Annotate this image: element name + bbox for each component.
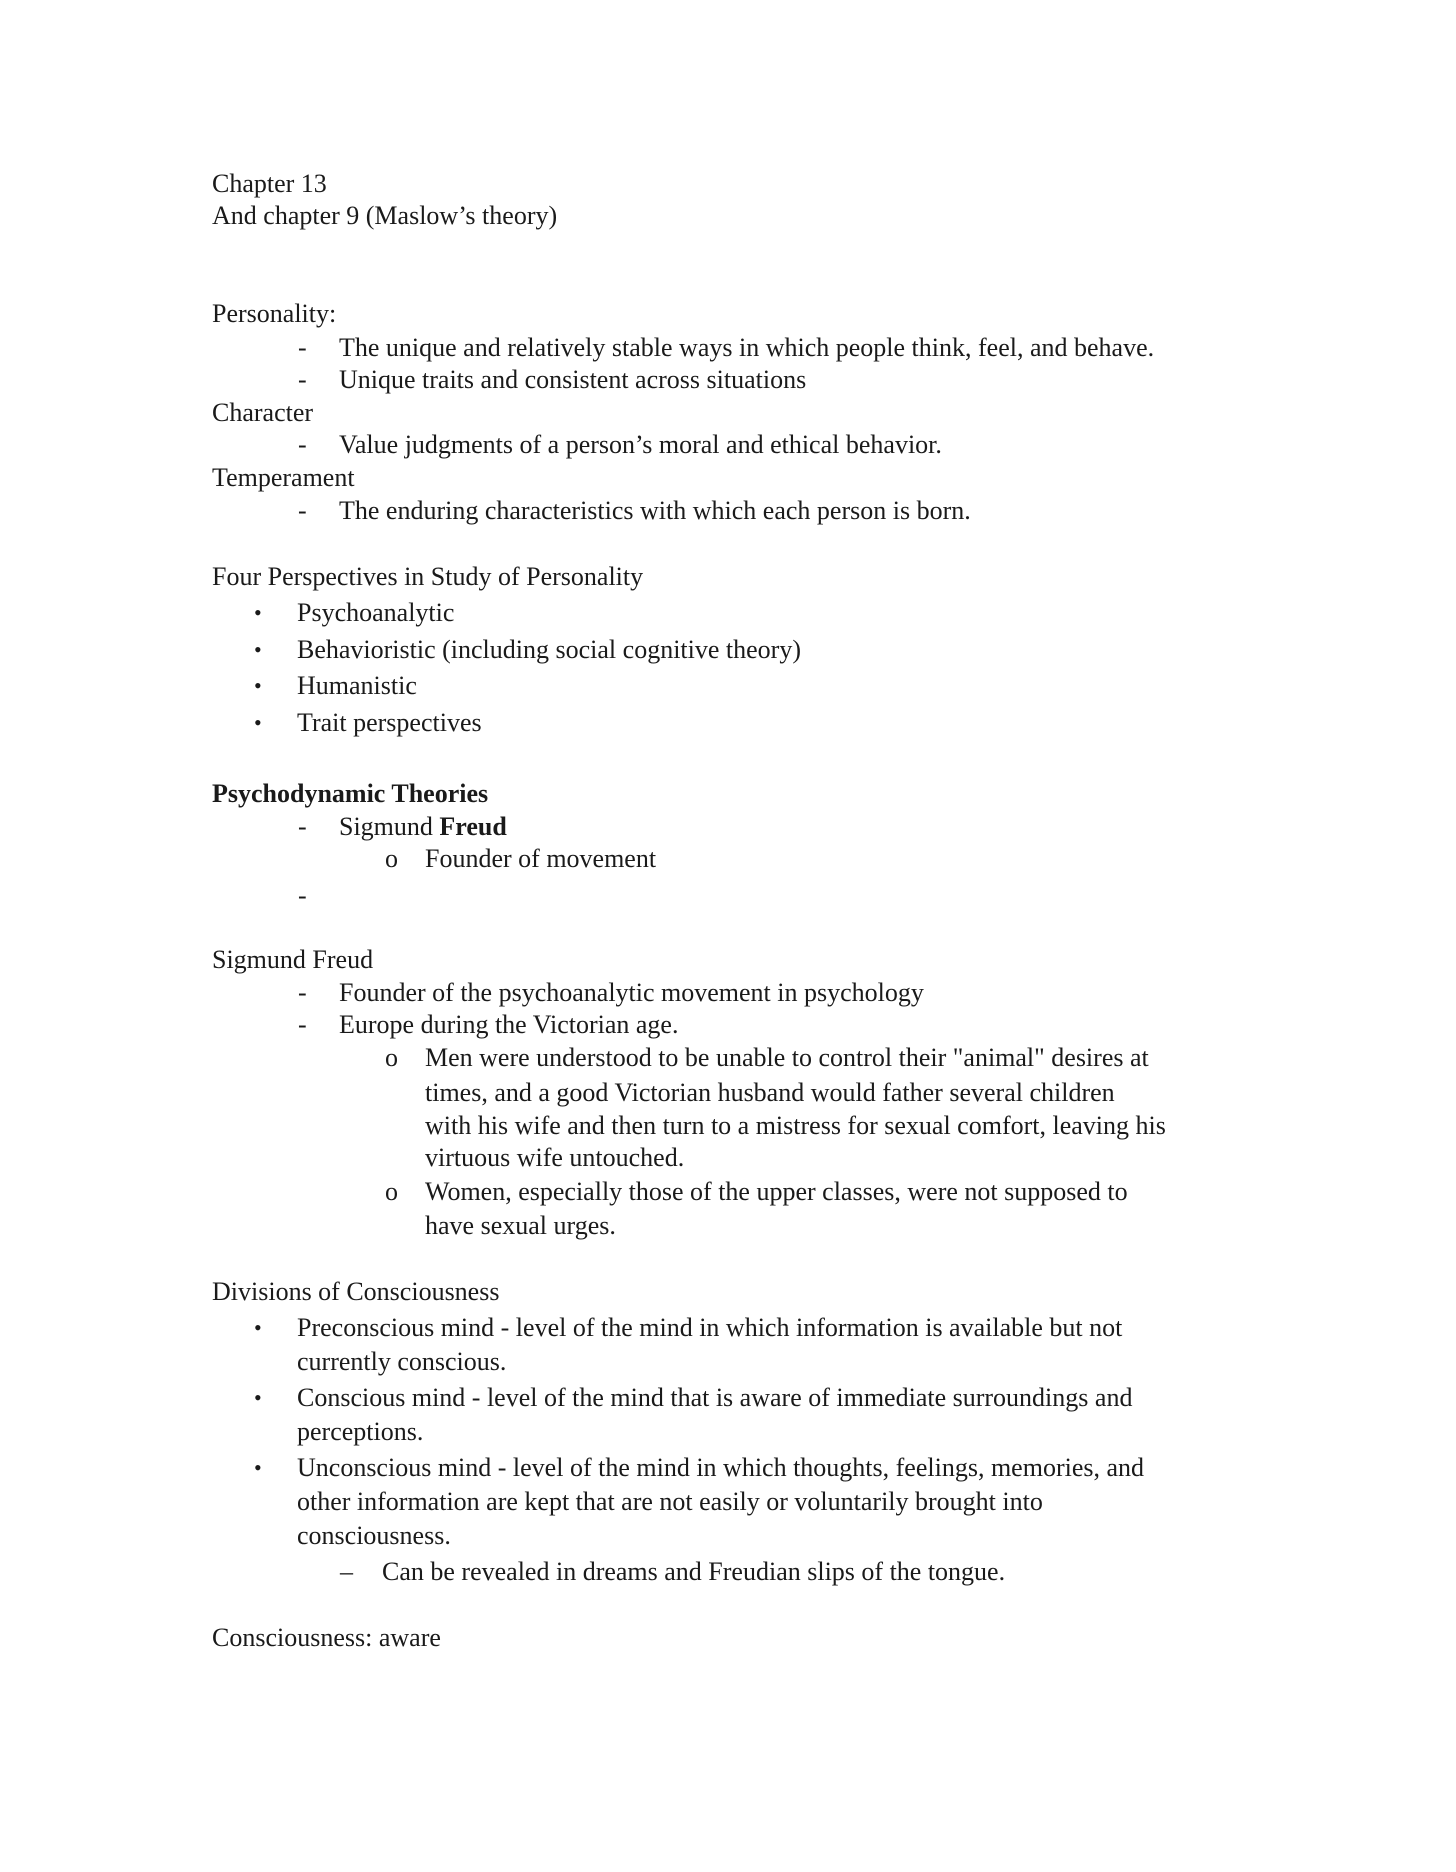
term-personality: Personality: — [212, 299, 337, 328]
personality-point: Unique traits and consistent across situations — [339, 365, 807, 394]
term-character: Character — [212, 398, 314, 427]
bullet-marker: • — [254, 1385, 262, 1410]
perspectives-heading: Four Perspectives in Study of Personality — [212, 562, 644, 591]
dash-marker: - — [298, 496, 307, 525]
women-line: Women, especially those of the upper classes, were not supposed to — [425, 1177, 1128, 1206]
o-marker: o — [385, 1043, 398, 1072]
psychodynamic-sub: Founder of movement — [425, 844, 657, 873]
psychodynamic-heading: Psychodynamic Theories — [212, 779, 489, 808]
o-marker: o — [385, 1177, 398, 1206]
dash-marker: - — [298, 430, 307, 459]
term-temperament: Temperament — [212, 463, 355, 492]
name-prefix: Sigmund — [339, 812, 440, 841]
men-line: with his wife and then turn to a mistress for sexual comfort, leaving his — [425, 1111, 1166, 1140]
chapter-title: Chapter 13 — [212, 169, 327, 198]
name-bold: Freud — [439, 812, 507, 841]
conscious-line: Conscious mind - level of the mind that is aware of immediate surroundings and — [297, 1383, 1133, 1412]
o-marker: o — [385, 844, 398, 873]
perspective-item: Trait perspectives — [297, 708, 482, 737]
perspective-item: Behavioristic (including social cognitive theory) — [297, 635, 801, 664]
consciousness-note: Consciousness: aware — [212, 1623, 441, 1652]
conscious-line: perceptions. — [297, 1417, 424, 1446]
preconscious-line: currently conscious. — [297, 1347, 507, 1376]
consciousness-heading: Divisions of Consciousness — [212, 1277, 500, 1306]
freud-point: Founder of the psychoanalytic movement in psychology — [339, 978, 924, 1007]
character-point: Value judgments of a person’s moral and ethical behavior. — [339, 430, 942, 459]
bullet-marker: • — [254, 710, 262, 735]
dash-marker: - — [298, 333, 307, 362]
dash-marker: - — [298, 365, 307, 394]
dash-marker: - — [298, 881, 307, 910]
bullet-marker: • — [254, 600, 262, 625]
unconscious-line: Unconscious mind - level of the mind in which thoughts, feelings, memories, and — [297, 1453, 1145, 1482]
men-line: virtuous wife untouched. — [425, 1143, 685, 1172]
men-line: times, and a good Victorian husband would father several children — [425, 1078, 1115, 1107]
psychodynamic-name — [339, 811, 507, 843]
bullet-marker: • — [254, 1455, 262, 1480]
freud-point: Europe during the Victorian age. — [339, 1010, 679, 1039]
preconscious-line: Preconscious mind - level of the mind in which information is available but not — [297, 1313, 1123, 1342]
dash-marker: - — [298, 1010, 307, 1039]
personality-point: The unique and relatively stable ways in which people think, feel, and behave. — [339, 333, 1155, 362]
endash-marker: – — [340, 1557, 353, 1586]
freud-heading: Sigmund Freud — [212, 945, 374, 974]
temperament-point: The enduring characteristics with which each person is born. — [339, 496, 971, 525]
chapter-subtitle: And chapter 9 (Maslow’s theory) — [212, 201, 558, 230]
unconscious-line: consciousness. — [297, 1521, 451, 1550]
dash-marker: - — [298, 978, 307, 1007]
bullet-marker: • — [254, 637, 262, 662]
women-line: have sexual urges. — [425, 1211, 616, 1240]
dash-marker: - — [298, 812, 307, 841]
perspective-item: Psychoanalytic — [297, 598, 455, 627]
bullet-marker: • — [254, 673, 262, 698]
perspective-item: Humanistic — [297, 671, 417, 700]
men-line: Men were understood to be unable to control their "animal" desires at — [425, 1043, 1149, 1072]
bullet-marker: • — [254, 1315, 262, 1340]
unconscious-sub: Can be revealed in dreams and Freudian slips of the tongue. — [382, 1557, 1006, 1586]
unconscious-line: other information are kept that are not easily or voluntarily brought into — [297, 1487, 1043, 1516]
